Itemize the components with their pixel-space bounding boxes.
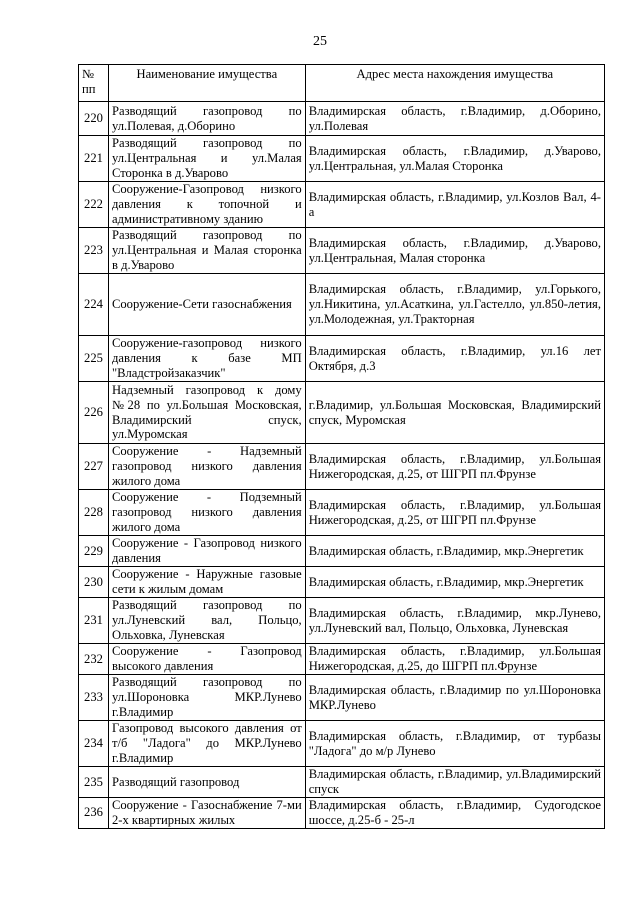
row-number: 231 bbox=[79, 598, 109, 644]
table-row bbox=[79, 767, 605, 798]
row-number: 235 bbox=[79, 767, 109, 798]
property-address: Владимирская область, г.Владимир, мкр.Лунево, ул.Луневский вал, Польцо, Ольховка, Луневская bbox=[305, 598, 604, 644]
table-body bbox=[79, 102, 605, 829]
property-name: Разводящий газопровод по ул.Шороновка МКР.Лунево г.Владимир bbox=[108, 675, 305, 721]
property-name: Надземный газопровод к дому №28 по ул.Большая Московская, Владимирский спуск, ул.Муромская bbox=[108, 382, 305, 444]
row-number: 228 bbox=[79, 490, 109, 536]
header-address: Адрес места нахождения имущества bbox=[305, 65, 604, 102]
property-table bbox=[78, 64, 605, 829]
table-row bbox=[79, 721, 605, 767]
row-number: 234 bbox=[79, 721, 109, 767]
row-number: 230 bbox=[79, 567, 109, 598]
table-header-row bbox=[79, 65, 605, 102]
header-number-line2: пп bbox=[82, 81, 96, 96]
table-row bbox=[79, 567, 605, 598]
property-address: Владимирская область, г.Владимир, д.Оборино, ул.Полевая bbox=[305, 102, 604, 136]
property-address: Владимирская область, г.Владимир, ул.Козлов Вал, 4-а bbox=[305, 182, 604, 228]
table-row bbox=[79, 102, 605, 136]
row-number: 221 bbox=[79, 136, 109, 182]
row-number: 225 bbox=[79, 336, 109, 382]
table-row bbox=[79, 136, 605, 182]
table-row bbox=[79, 675, 605, 721]
row-number: 236 bbox=[79, 798, 109, 829]
property-name: Газопровод высокого давления от т/б "Ладога" до МКР.Лунево г.Владимир bbox=[108, 721, 305, 767]
table-row bbox=[79, 644, 605, 675]
table-row bbox=[79, 182, 605, 228]
page-number: 25 bbox=[313, 34, 327, 49]
row-number: 232 bbox=[79, 644, 109, 675]
property-address: Владимирская область, г.Владимир, ул.16 лет Октября, д.3 bbox=[305, 336, 604, 382]
row-number: 226 bbox=[79, 382, 109, 444]
property-address: Владимирская область, г.Владимир, ул.Большая Нижегородская, д.25, до ШГРП пл.Фрунзе bbox=[305, 644, 604, 675]
property-name: Разводящий газопровод bbox=[108, 767, 305, 798]
property-address: Владимирская область, г.Владимир, мкр.Энергетик bbox=[305, 567, 604, 598]
property-address: г.Владимир, ул.Большая Московская, Владимирский спуск, Муромская bbox=[305, 382, 604, 444]
table-row bbox=[79, 490, 605, 536]
property-address: Владимирская область, г.Владимир, ул.Большая Нижегородская, д.25, от ШГРП пл.Фрунзе bbox=[305, 444, 604, 490]
row-number: 233 bbox=[79, 675, 109, 721]
property-name: Разводящий газопровод по ул.Центральная и Малая сторонка в д.Уварово bbox=[108, 228, 305, 274]
header-number bbox=[79, 65, 109, 102]
property-name: Сооружение - Наружные газовые сети к жилым домам bbox=[108, 567, 305, 598]
property-name: Разводящий газопровод по ул.Луневский вал, Польцо, Ольховка, Луневская bbox=[108, 598, 305, 644]
property-address: Владимирская область, г.Владимир по ул.Шороновка МКР.Лунево bbox=[305, 675, 604, 721]
property-address: Владимирская область, г.Владимир, от турбазы "Ладога" до м/р Лунево bbox=[305, 721, 604, 767]
property-address: Владимирская область, г.Владимир, ул.Большая Нижегородская, д.25, от ШГРП пл.Фрунзе bbox=[305, 490, 604, 536]
table-row bbox=[79, 228, 605, 274]
table-row bbox=[79, 536, 605, 567]
row-number: 222 bbox=[79, 182, 109, 228]
header-name: Наименование имущества bbox=[108, 65, 305, 102]
property-address: Владимирская область, г.Владимир, ул.Горького, ул.Никитина, ул.Асаткина, ул.Гастелло, ул.850-летия, ул.Молодежная, ул.Тракторная bbox=[305, 274, 604, 336]
property-address: Владимирская область, г.Владимир, Судогодское шоссе, д.25-б - 25-л bbox=[305, 798, 604, 829]
property-name: Сооружение-газопровод низкого давления к базе МП "Владстройзаказчик" bbox=[108, 336, 305, 382]
property-name: Сооружение - Газоснабжение 7-ми 2-х квартирных жилых bbox=[108, 798, 305, 829]
property-name: Разводящий газопровод по ул.Полевая, д.Оборино bbox=[108, 102, 305, 136]
property-name: Сооружение - Подземный газопровод низкого давления жилого дома bbox=[108, 490, 305, 536]
table-row bbox=[79, 798, 605, 829]
row-number: 229 bbox=[79, 536, 109, 567]
table-row bbox=[79, 336, 605, 382]
property-address: Владимирская область, г.Владимир, ул.Владимирский спуск bbox=[305, 767, 604, 798]
property-address: Владимирская область, г.Владимир, д.Уварово, ул.Центральная, Малая сторонка bbox=[305, 228, 604, 274]
table-row bbox=[79, 598, 605, 644]
table-row bbox=[79, 382, 605, 444]
header-number-line1: № bbox=[82, 67, 95, 81]
property-name: Сооружение - Надземный газопровод низкого давления жилого дома bbox=[108, 444, 305, 490]
property-address: Владимирская область, г.Владимир, д.Уварово, ул.Центральная, ул.Малая Сторонка bbox=[305, 136, 604, 182]
table-row bbox=[79, 444, 605, 490]
property-name: Разводящий газопровод по ул.Центральная и ул.Малая Сторонка в д.Уварово bbox=[108, 136, 305, 182]
row-number: 227 bbox=[79, 444, 109, 490]
property-name: Сооружение - Газопровод высокого давления bbox=[108, 644, 305, 675]
row-number: 224 bbox=[79, 274, 109, 336]
row-number: 223 bbox=[79, 228, 109, 274]
property-address: Владимирская область, г.Владимир, мкр.Энергетик bbox=[305, 536, 604, 567]
table-row bbox=[79, 274, 605, 336]
property-name: Сооружение-Сети газоснабжения bbox=[108, 274, 305, 336]
property-name: Сооружение-Газопровод низкого давления к топочной и административному зданию bbox=[108, 182, 305, 228]
property-name: Сооружение - Газопровод низкого давления bbox=[108, 536, 305, 567]
row-number: 220 bbox=[79, 102, 109, 136]
